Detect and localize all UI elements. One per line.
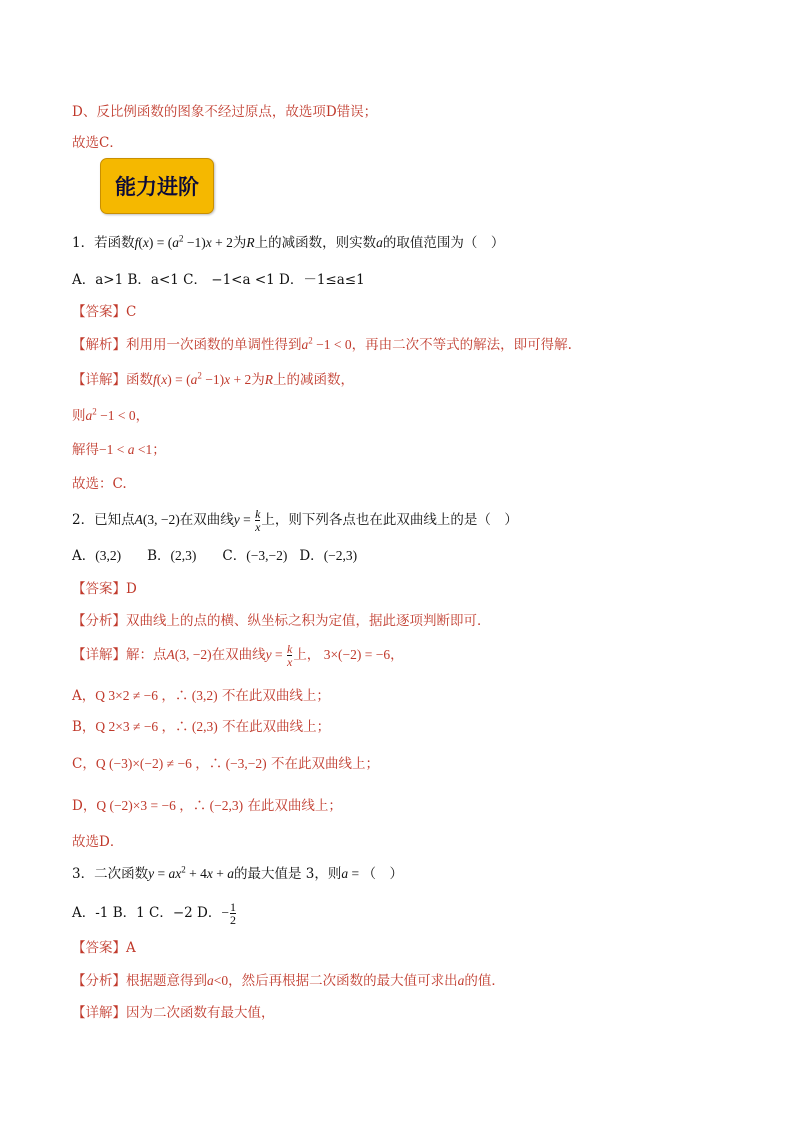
q2-check-a: A，Q 3×2 ≠ −6 ，∴ (3,2) 不在此双曲线上； — [72, 688, 330, 704]
q3-analysis: 【分析】根据题意得到a<0，然后再根据二次函数的最大值可求出a的值． — [72, 973, 505, 989]
q1-stem: 1．若函数$f(x) = (a^2 -1)x + 2$为R上的减函数，则实数a的取值范围为（ ） — [72, 233, 505, 251]
q2-analysis: 【分析】双曲线上的点的横、纵坐标之积为定值，据此逐项判断即可． — [72, 613, 491, 629]
q2-answer: 【答案】D — [72, 581, 137, 597]
intro-choose: 故选C． — [72, 135, 123, 151]
q3-options: A．-1 B．1 C．−2 D．− $\frac{1}{2}$ — [72, 899, 236, 927]
q1-detail: 【详解】函数$f(x) = (a^2 -1)x + 2$为R上的减函数， — [72, 370, 354, 388]
q2-options: A．(3,2) B．(2,3) C．(−3,−2) D．(−2,3) — [72, 548, 358, 564]
q1-answer: 【答案】C — [72, 304, 137, 320]
q2-check-c: C，Q (−3)×(−2) ≠ −6 ，∴ (−3,−2) 不在此双曲线上； — [72, 756, 379, 772]
q2-stem: 2．已知点A(3, −2)在双曲线y = $\frac{k}{x}$ 上，则下列各点也在此双曲线上的是（ ） — [72, 506, 518, 534]
q3-detail: 【详解】因为二次函数有最大值， — [72, 1005, 275, 1021]
q1-options: A．a>1 B．a<1 C． −1<a <1 D．－1≤a≤1 — [72, 272, 365, 288]
section-badge: 能力进阶 — [100, 158, 214, 214]
q1-solve: 解得−1 < a <1； — [72, 442, 166, 458]
q1-choose: 故选：C. — [72, 476, 127, 492]
intro-d-line: D、反比例函数的图象不经过原点，故选项D错误； — [72, 104, 378, 120]
q2-detail: 【详解】解：点A(3, −2)在双曲线y = $\frac{k}{x}$ 上， 3×(−2) = −6， — [72, 641, 404, 669]
q1-then: 则$a^2 -1 < 0$， — [72, 406, 150, 424]
q2-choose: 故选D． — [72, 834, 124, 850]
q3-answer: 【答案】A — [72, 940, 136, 956]
q2-check-b: B，Q 2×3 ≠ −6 ，∴ (2,3) 不在此双曲线上； — [72, 719, 331, 735]
q2-check-d: D，Q (−2)×3 = −6 ，∴ (−2,3) 在此双曲线上； — [72, 798, 342, 814]
q1-analysis: 【解析】利用用一次函数的单调性得到$a^2 -1 < 0$，再由二次不等式的解法，即可得解. — [72, 335, 572, 353]
q3-stem: 3．二次函数$y = ax^2 + 4x + a$的最大值是 3，则a = （ ） — [72, 864, 403, 882]
